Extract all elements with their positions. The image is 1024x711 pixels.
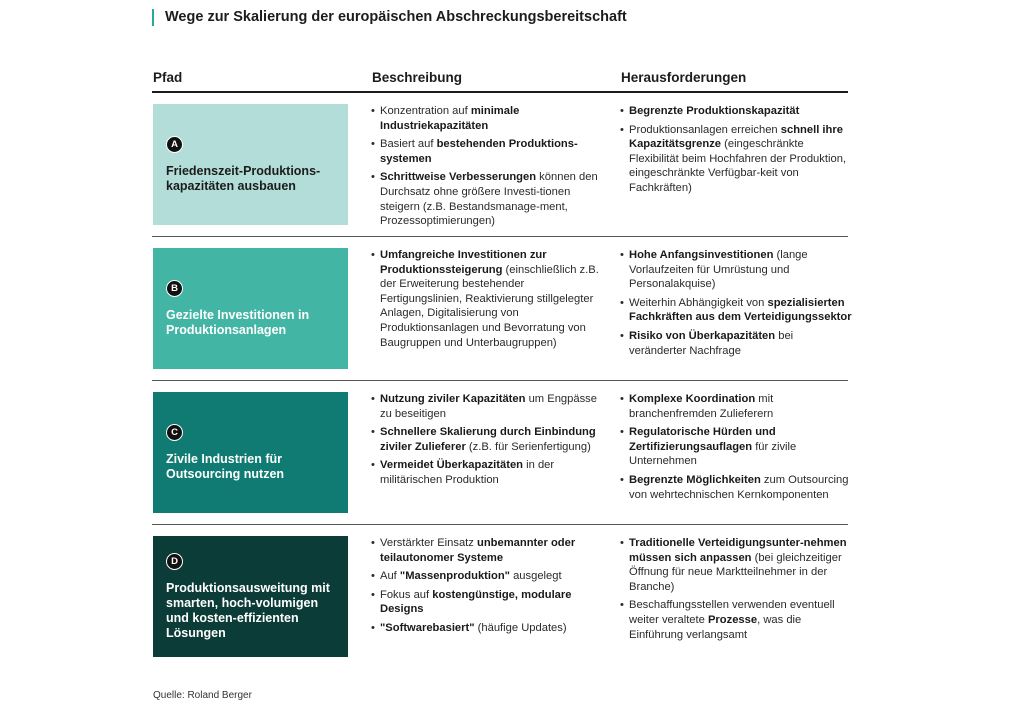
bullet-item: • Regulatorische Hürden und Zertifizierungsauflagen für zivile Unternehmen (620, 425, 852, 469)
header-pfad: Pfad (153, 70, 183, 85)
herausforderungen-b (620, 248, 852, 362)
path-box-c (153, 392, 348, 513)
herausforderungen-a (620, 104, 852, 200)
path-box-d (153, 536, 348, 657)
bullet-item: • Umfangreiche Investitionen zur Produktionssteigerung (einschließlich z.B. der Erweiterung bestehender Fertigungslinien, Reaktivierung stillgelegter Anlagen, Digitalisierung von Produktionsanlagen und Bevorratung von Baugruppen und Unterbaugruppen) (371, 248, 603, 350)
bullet-item: • "Softwarebasiert" (häufige Updates) (371, 621, 603, 636)
bullet-item: • Auf "Massenproduktion" ausgelegt (371, 569, 603, 584)
bullet-item: • Nutzung ziviler Kapazitäten um Engpässe zu beseitigen (371, 392, 603, 421)
bullet-item: • Produktionsanlagen erreichen schnell ihre Kapazitätsgrenze (eingeschränkte Flexibilität beim Hochfahren der Produktion, eingeschränkte Verfügbar-keit von Fachkräften) (620, 123, 852, 196)
bullet-item: • Fokus auf kostengünstige, modulare Designs (371, 588, 603, 617)
bullet-item: • Basiert auf bestehenden Produktions-systemen (371, 137, 603, 166)
bullet-item: • Schrittweise Verbesserungen können den Durchsatz ohne größere Investi-tionen steigern (z.B. Bestandsmanage-ment, Prozessoptimierungen) (371, 170, 603, 228)
bullet-item: • Traditionelle Verteidigungsunter-nehmen müssen sich anpassen (bei gleichzeitiger Öffnung für neue Marktteilnehmer in der Branche) (620, 536, 852, 594)
path-title-a: Friedenszeit-Produktions-kapazitäten ausbauen (166, 163, 321, 193)
bullet-item: • Begrenzte Produktionskapazität (620, 104, 852, 119)
badge-c: C (166, 424, 183, 441)
row-divider (152, 236, 848, 237)
badge-a: A (166, 136, 183, 153)
chart-title: Wege zur Skalierung der europäischen Abschreckungsbereitschaft (152, 9, 627, 26)
bullet-item: • Verstärkter Einsatz unbemannter oder teilautonomer Systeme (371, 536, 603, 565)
path-title-b: Gezielte Investitionen in Produktionsanlagen (166, 307, 310, 337)
bullet-item: • Vermeidet Überkapazitäten in der militärischen Produktion (371, 458, 603, 487)
bullet-item: • Risiko von Überkapazitäten bei veränderter Nachfrage (620, 329, 852, 358)
bullet-item: • Konzentration auf minimale Industriekapazitäten (371, 104, 603, 133)
header-divider (152, 91, 848, 93)
bullet-item: • Weiterhin Abhängigkeit von spezialisierten Fachkräften aus dem Verteidigungssektor (620, 296, 852, 325)
herausforderungen-c (620, 392, 852, 506)
path-box-b (153, 248, 348, 369)
beschreibung-c (371, 392, 603, 492)
path-title-d: Produktionsausweitung mit smarten, hoch-volumigen und kosten-effizienten Lösungen (166, 580, 330, 640)
row-divider (152, 380, 848, 381)
herausforderungen-d (620, 536, 852, 646)
bullet-item: • Beschaffungsstellen verwenden eventuell weiter veraltete Prozesse, was die Einführung verlangsamt (620, 598, 852, 642)
bullet-item: • Komplexe Koordination mit branchenfremden Zulieferern (620, 392, 852, 421)
path-title-c: Zivile Industrien für Outsourcing nutzen (166, 451, 285, 481)
path-box-a (153, 104, 348, 225)
bullet-item: • Hohe Anfangsinvestitionen (lange Vorlaufzeiten für Umrüstung und Personalakquise) (620, 248, 852, 292)
header-herausforderungen: Herausforderungen (621, 70, 747, 85)
source-note: Quelle: Roland Berger (153, 690, 252, 701)
header-beschreibung: Beschreibung (372, 70, 463, 85)
badge-d: D (166, 553, 183, 570)
bullet-item: • Begrenzte Möglichkeiten zum Outsourcing von wehrtechnischen Kernkomponenten (620, 473, 852, 502)
beschreibung-a (371, 104, 603, 233)
bullet-item: • Schnellere Skalierung durch Einbindung ziviler Zulieferer (z.B. für Serienfertigung) (371, 425, 603, 454)
badge-b: B (166, 280, 183, 297)
beschreibung-b (371, 248, 603, 354)
row-divider (152, 524, 848, 525)
beschreibung-d (371, 536, 603, 640)
